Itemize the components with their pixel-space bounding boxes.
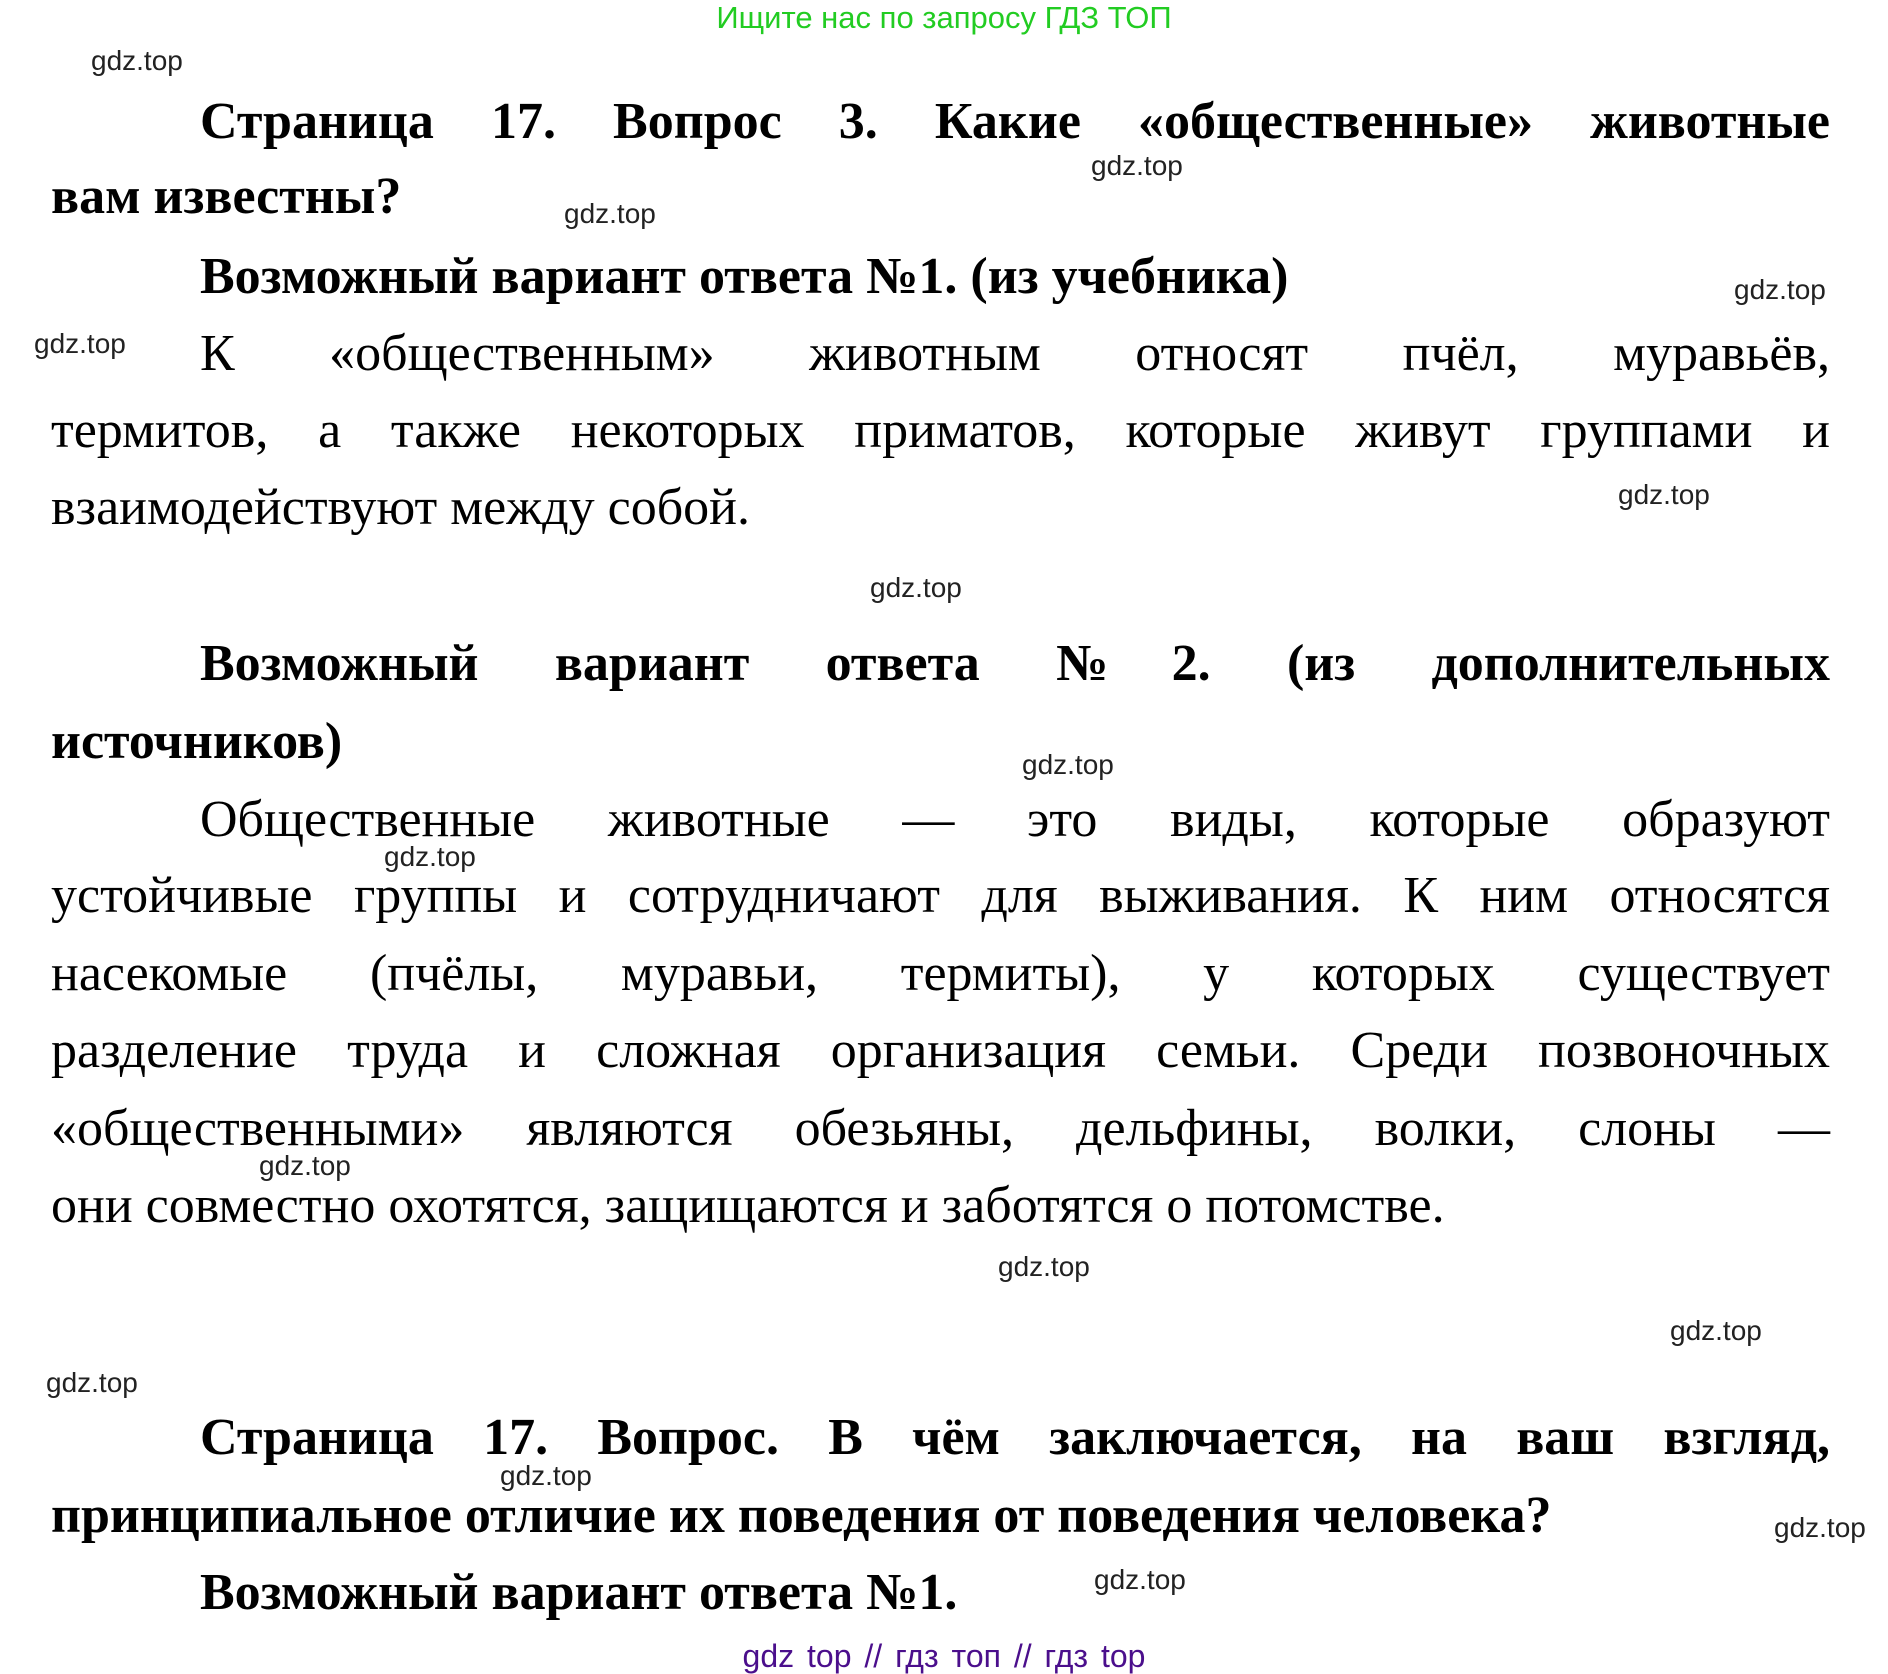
watermark: gdz.top: [34, 328, 126, 359]
search-hint-banner: Ищите нас по запросу ГДЗ ТОП: [716, 0, 1172, 35]
answer-text-line: взаимодействуют между собой.: [51, 479, 750, 536]
watermark: gdz.top: [1774, 1512, 1866, 1543]
watermark: gdz.top: [46, 1367, 138, 1398]
watermark: gdz.top: [870, 572, 962, 603]
watermark: gdz.top: [1091, 150, 1183, 181]
watermark: gdz.top: [1670, 1315, 1762, 1346]
answer-text-line: «общественными» являются обезьяны, дельфины, волки, слоны —: [51, 1100, 1830, 1157]
answer-text-line: устойчивые группы и сотрудничают для выживания. К ним относятся: [51, 867, 1830, 924]
question-title-line: вам известны?: [51, 168, 402, 225]
watermark: gdz.top: [1022, 749, 1114, 780]
answer-text-line: они совместно охотятся, защищаются и заботятся о потомстве.: [51, 1177, 1445, 1234]
question-title-line: принципиальное отличие их поведения от поведения человека?: [51, 1487, 1552, 1544]
watermark: gdz.top: [998, 1251, 1090, 1282]
answer-text-line: термитов, а также некоторых приматов, которые живут группами и: [51, 402, 1830, 459]
watermark: gdz.top: [259, 1150, 351, 1181]
watermark: gdz.top: [500, 1460, 592, 1491]
watermark: gdz.top: [91, 45, 183, 76]
answer-heading: Возможный вариант ответа №1. (из учебника): [200, 248, 1289, 305]
watermark: gdz.top: [1618, 479, 1710, 510]
answer-heading: Возможный вариант ответа №1.: [200, 1564, 958, 1621]
question-title-line: Страница 17. Вопрос. В чём заключается, на ваш взгляд,: [200, 1409, 1830, 1466]
watermark: gdz.top: [1094, 1564, 1186, 1595]
footer-brand-links: gdz top // гдз топ // гдз top: [742, 1638, 1146, 1674]
watermark: gdz.top: [1734, 274, 1826, 305]
answer-text-line: насекомые (пчёлы, муравьи, термиты), у которых существует: [51, 945, 1830, 1002]
answer-text-line: разделение труда и сложная организация семьи. Среди позвоночных: [51, 1022, 1830, 1079]
question-title-line: Страница 17. Вопрос 3. Какие «общественные» животные: [200, 93, 1830, 150]
watermark: gdz.top: [564, 198, 656, 229]
watermark: gdz.top: [384, 841, 476, 872]
answer-heading: источников): [51, 713, 343, 770]
answer-heading: Возможный вариант ответа №2. (из дополнительных: [200, 635, 1830, 692]
answer-text-line: Общественные животные — это виды, которые образуют: [200, 791, 1830, 848]
answer-text-line: К «общественным» животным относят пчёл, муравьёв,: [200, 325, 1830, 382]
